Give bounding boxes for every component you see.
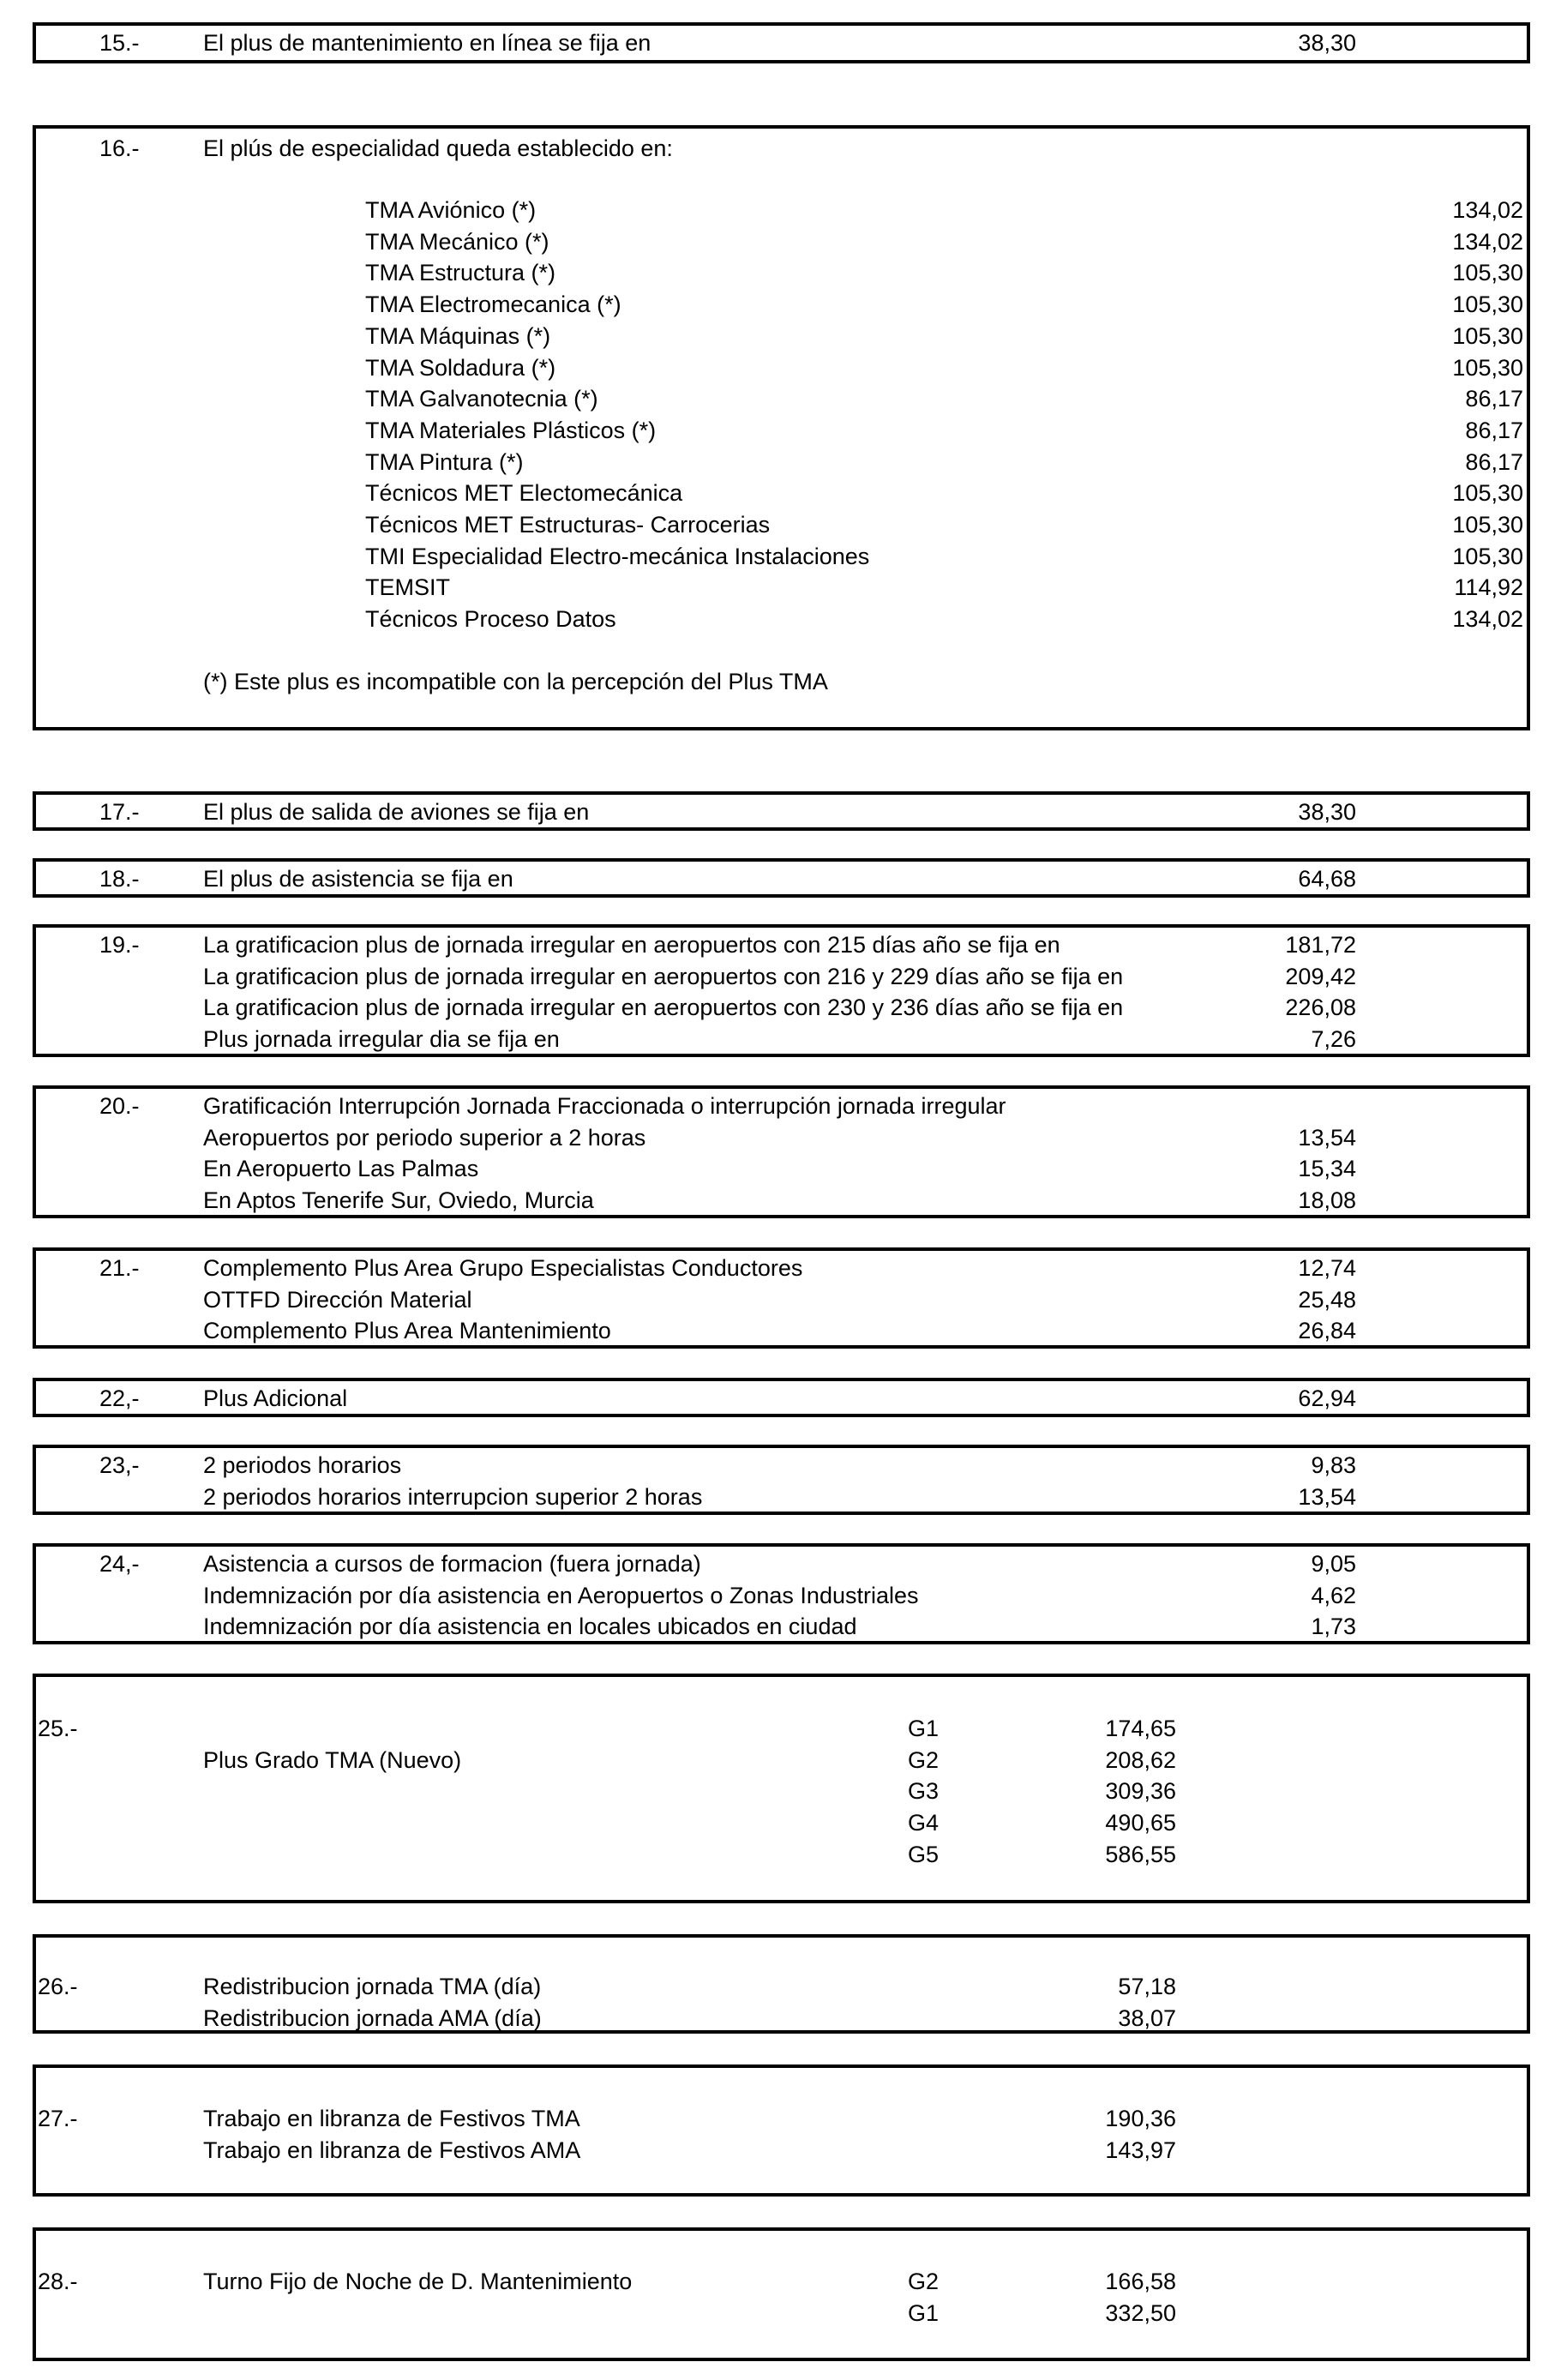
row-text: Indemnización por día asistencia en Aeropuertos o Zonas Industriales [203,1583,919,1608]
row-text: La gratificacion plus de jornada irregular en aeropuertos con 230 y 236 días año se fija en [203,995,1124,1020]
item-number: 18.- [99,866,140,892]
list-item-label: TMA Mecánico (*) [365,229,549,255]
list-item-label: TMA Galvanotecnia (*) [365,386,598,412]
section-22 [33,1378,1530,1417]
row-value: 12,74 [1298,1255,1356,1281]
row-value: 181,72 [1285,932,1356,958]
grade-value: 490,65 [1105,1810,1176,1836]
row-text: Aeropuertos por periodo superior a 2 horas [203,1125,646,1151]
list-item-value: 134,02 [1452,606,1523,632]
list-item-label: Técnicos Proceso Datos [365,606,616,632]
list-item-value: 86,17 [1465,418,1523,443]
row-text: 2 periodos horarios interrupcion superior 2 horas [203,1484,703,1510]
grade-value: 332,50 [1105,2300,1176,2326]
row-text: En Aptos Tenerife Sur, Oviedo, Murcia [203,1187,594,1213]
row-value: 143,97 [1105,2137,1176,2163]
row-value: 13,54 [1298,1125,1356,1151]
list-item-value: 105,30 [1452,355,1523,381]
list-item-label: TMI Especialidad Electro-mecánica Instalaciones [365,544,870,569]
list-item-value: 105,30 [1452,544,1523,569]
list-item-value: 134,02 [1452,197,1523,223]
list-item-value: 114,92 [1454,574,1523,600]
list-item-value: 105,30 [1452,512,1523,538]
grade-value: 174,65 [1105,1716,1176,1741]
row-text: La gratificacion plus de jornada irregular en aeropuertos con 215 días año se fija en [203,932,1060,958]
row-text: Complemento Plus Area Grupo Especialistas Conductores [203,1255,803,1281]
item-title: El plús de especialidad queda establecido en: [203,135,673,161]
section-20 [33,1085,1530,1218]
item-number: 22,- [99,1385,140,1411]
list-item-label: TMA Estructura (*) [365,260,556,285]
grade-value: 586,55 [1105,1842,1176,1867]
section-27 [33,2064,1530,2197]
grade-label: G3 [908,1778,940,1804]
row-value: 4,62 [1311,1583,1356,1608]
item-number: 19.- [99,932,140,958]
list-item-value: 134,02 [1452,229,1523,255]
grade-label: G1 [908,1716,940,1741]
row-value: 26,84 [1298,1318,1356,1343]
row-text: Indemnización por día asistencia en locales ubicados en ciudad [203,1614,857,1639]
row-text: Asistencia a cursos de formacion (fuera jornada) [203,1551,701,1577]
item-text: Turno Fijo de Noche de D. Mantenimiento [203,2269,633,2294]
list-item-label: TMA Soldadura (*) [365,355,556,381]
row-text: Complemento Plus Area Mantenimiento [203,1318,611,1343]
list-item-label: TMA Pintura (*) [365,449,524,475]
grade-value: 166,58 [1105,2269,1176,2294]
row-text: La gratificacion plus de jornada irregular en aeropuertos con 216 y 229 días año se fija en [203,964,1124,989]
section-23 [33,1445,1530,1515]
list-item-label: TMA Materiales Plásticos (*) [365,418,657,443]
list-item-value: 105,30 [1452,323,1523,349]
list-item-label: TMA Máquinas (*) [365,323,551,349]
item-text: El plus de mantenimiento en línea se fija en [203,30,651,56]
item-title: Gratificación Interrupción Jornada Fraccionada o interrupción jornada irregular [203,1093,1006,1119]
section-18 [33,858,1530,898]
item-text: Plus Grado TMA (Nuevo) [203,1747,462,1773]
section-19 [33,924,1530,1057]
row-value: 25,48 [1298,1287,1356,1313]
grade-label: G4 [908,1810,940,1836]
item-text: El plus de asistencia se fija en [203,866,513,892]
row-value: 13,54 [1298,1484,1356,1510]
row-value: 209,42 [1285,964,1356,989]
grade-label: G5 [908,1842,940,1867]
item-number: 27.- [38,2106,78,2131]
list-item-label: TEMSIT [365,574,450,600]
item-value: 64,68 [1298,866,1356,892]
item-number: 16.- [99,135,140,161]
item-number: 20.- [99,1093,140,1119]
row-text: Redistribucion jornada TMA (día) [203,1974,542,1999]
section-25 [33,1674,1530,1903]
list-item-label: Técnicos MET Estructuras- Carrocerias [365,512,771,538]
row-text: Redistribucion jornada AMA (día) [203,2005,542,2031]
row-text: Trabajo en libranza de Festivos AMA [203,2137,581,2163]
grade-value: 309,36 [1105,1778,1176,1804]
row-text: En Aeropuerto Las Palmas [203,1156,479,1181]
row-text: OTTFD Dirección Material [203,1287,472,1313]
list-item-label: Técnicos MET Electomecánica [365,480,683,506]
section-15 [33,22,1530,63]
item-number: 25.- [38,1716,78,1741]
item-number: 28.- [38,2269,78,2294]
item-value: 38,30 [1298,30,1356,56]
grade-label: G2 [908,2269,940,2294]
section-17 [33,791,1530,831]
row-value: 38,07 [1118,2005,1176,2031]
list-item-value: 105,30 [1452,291,1523,317]
row-value: 9,05 [1311,1551,1356,1577]
grade-label: G1 [908,2300,940,2326]
list-item-label: TMA Electromecanica (*) [365,291,621,317]
item-number: 15.- [99,30,140,56]
item-number: 23,- [99,1452,140,1478]
footnote: (*) Este plus es incompatible con la percepción del Plus TMA [203,669,828,694]
list-item-label: TMA Aviónico (*) [365,197,537,223]
row-value: 1,73 [1311,1614,1356,1639]
list-item-value: 86,17 [1465,449,1523,475]
row-text: 2 periodos horarios [203,1452,402,1478]
section-26 [33,1934,1530,2034]
row-value: 190,36 [1105,2106,1176,2131]
list-item-value: 105,30 [1452,260,1523,285]
row-value: 57,18 [1118,1974,1176,1999]
section-28 [33,2227,1530,2361]
row-value: 9,83 [1311,1452,1356,1478]
row-value: 18,08 [1298,1187,1356,1213]
item-text: Plus Adicional [203,1385,348,1411]
item-value: 38,30 [1298,799,1356,825]
list-item-value: 86,17 [1465,386,1523,412]
grade-label: G2 [908,1747,940,1773]
item-number: 17.- [99,799,140,825]
row-text: Trabajo en libranza de Festivos TMA [203,2106,580,2131]
grade-value: 208,62 [1105,1747,1176,1773]
item-text: El plus de salida de aviones se fija en [203,799,590,825]
row-text: Plus jornada irregular dia se fija en [203,1026,560,1052]
row-value: 7,26 [1311,1026,1356,1052]
row-value: 15,34 [1298,1156,1356,1181]
row-value: 226,08 [1285,995,1356,1020]
list-item-value: 105,30 [1452,480,1523,506]
section-21 [33,1247,1530,1349]
section-24 [33,1543,1530,1644]
item-value: 62,94 [1298,1385,1356,1411]
section-16 [33,125,1530,730]
item-number: 26.- [38,1974,78,1999]
item-number: 21.- [99,1255,140,1281]
item-number: 24,- [99,1551,140,1577]
